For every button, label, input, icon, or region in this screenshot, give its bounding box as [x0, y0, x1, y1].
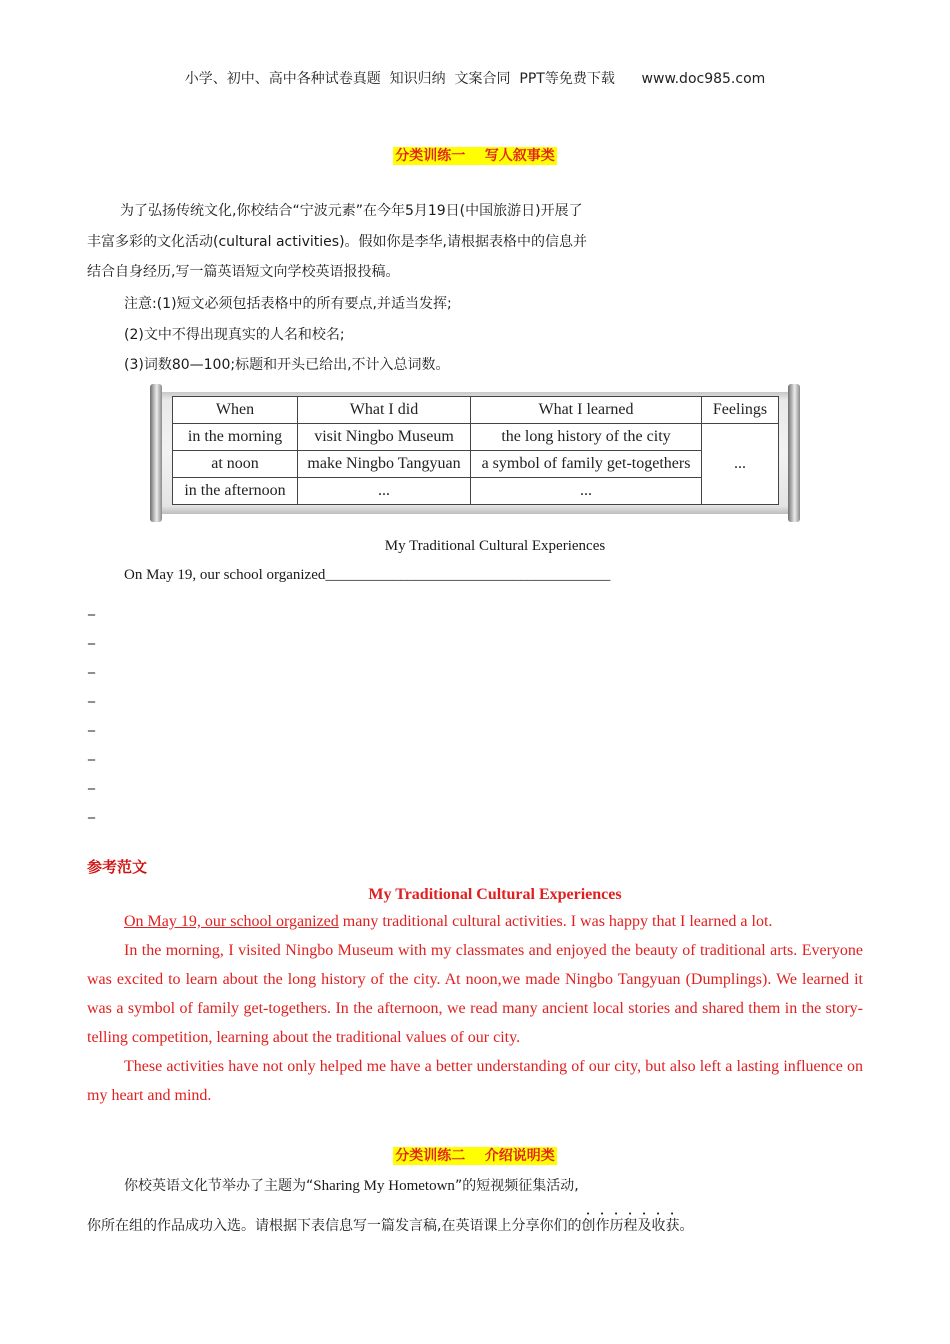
scroll-roll-left: [150, 384, 162, 522]
reference-opening-underlined: On May 19, our school organized: [124, 913, 339, 930]
section-2-title-text: 分类训练二 介绍说明类: [395, 1148, 555, 1164]
writing-line-mark: _: [88, 716, 95, 732]
table-header-cell: When: [173, 397, 298, 424]
table-cell: a symbol of family get-togethers: [471, 451, 702, 478]
essay-start-line: [124, 567, 610, 584]
section-2-title: [0, 1145, 950, 1165]
section-2-emphasis-text: 创作历程及收获: [581, 1218, 680, 1234]
essay-start-text: On May 19, our school organized: [124, 567, 326, 583]
section-2-line-2: [87, 1210, 693, 1235]
writing-line-mark: _: [88, 600, 95, 616]
section-2-line-2-c: 。: [679, 1218, 694, 1234]
section-2-theme: Sharing My Hometown: [313, 1178, 455, 1194]
note-1: 注意:(1)短文必须包括表格中的所有要点,并适当发挥;: [124, 296, 452, 312]
table-cell: make Ningbo Tangyuan: [298, 451, 471, 478]
intro-line-3: 结合自身经历,写一篇英语短文向学校英语报投稿。: [87, 264, 400, 280]
table-cell: in the afternoon: [173, 478, 298, 505]
reference-paragraph-2: In the morning, I visited Ningbo Museum with my classmates and enjoyed the beauty of traditional arts. Everyone was excited to learn about the long history of the city. At noon,we made Ningbo Tangyuan (Dumplings). We learned it was a symbol of family get-togethers. In the afternoon, we read many ancient local stories and shared them in the story-telling competition, learning about the traditional values of our city.: [87, 942, 863, 1046]
writing-line-mark: _: [88, 687, 95, 703]
reference-paragraph-1-rest: many traditional cultural activities. I was happy that I learned a lot.: [338, 913, 773, 930]
table-header-cell: What I did: [298, 397, 471, 424]
table-row: [173, 451, 779, 478]
page-header: 小学、初中、高中各种试卷真题 知识归纳 文案合同 PPT等免费下载 www.doc985.com: [184, 71, 766, 87]
writing-line-mark: _: [88, 803, 95, 819]
table-header-row: [173, 397, 779, 424]
note-3: (3)词数80—100;标题和开头已给出,不计入总词数。: [124, 357, 450, 373]
scroll-table-figure: [150, 384, 800, 522]
writing-line-mark: _: [88, 745, 95, 761]
intro-line-1: 为了弘扬传统文化,你校结合“宁波元素”在今年5月19日(中国旅游日)开展了: [120, 203, 583, 219]
section-2-line-1-a: 你校英语文化节举办了主题为“: [124, 1178, 314, 1194]
essay-blank: ______________________________________: [325, 567, 611, 583]
section-2-line-1: [124, 1175, 579, 1195]
writing-line-mark: _: [88, 774, 95, 790]
activity-table: [172, 396, 779, 505]
table-cell: ...: [471, 478, 702, 505]
section-1-title-text: 分类训练一 写人叙事类: [395, 148, 555, 164]
table-cell: visit Ningbo Museum: [298, 424, 471, 451]
table-cell: at noon: [173, 451, 298, 478]
table-row: [173, 478, 779, 505]
table-header-cell: Feelings: [702, 397, 779, 424]
table-cell-feelings: ...: [702, 424, 779, 505]
table-header-cell: What I learned: [471, 397, 702, 424]
intro-line-2: 丰富多彩的文化活动(cultural activities)。假如你是李华,请根据表格中的信息并: [87, 234, 587, 250]
writing-line-mark: _: [88, 658, 95, 674]
table-cell: ...: [298, 478, 471, 505]
scroll-roll-right: [788, 384, 800, 522]
section-2-line-1-c: ”的短视频征集活动,: [454, 1178, 579, 1194]
writing-line-mark: _: [88, 629, 95, 645]
section-1-title: [0, 145, 950, 165]
table-cell: the long history of the city: [471, 424, 702, 451]
reference-title: My Traditional Cultural Experiences: [368, 886, 622, 903]
section-2-line-2-a: 你所在组的作品成功入选。请根据下表信息写一篇发言稿,在英语课上分享你们的: [87, 1218, 582, 1234]
reference-label: 参考范文: [87, 858, 148, 876]
essay-heading: My Traditional Cultural Experiences: [384, 538, 606, 554]
reference-paragraph-1: [87, 907, 863, 936]
note-2: (2)文中不得出现真实的人名和校名;: [124, 327, 345, 343]
reference-paragraph-3: These activities have not only helped me have a better understanding of our city, but also left a lasting influence on my heart and mind.: [87, 1058, 863, 1104]
table-row: [173, 424, 779, 451]
table-cell: in the morning: [173, 424, 298, 451]
